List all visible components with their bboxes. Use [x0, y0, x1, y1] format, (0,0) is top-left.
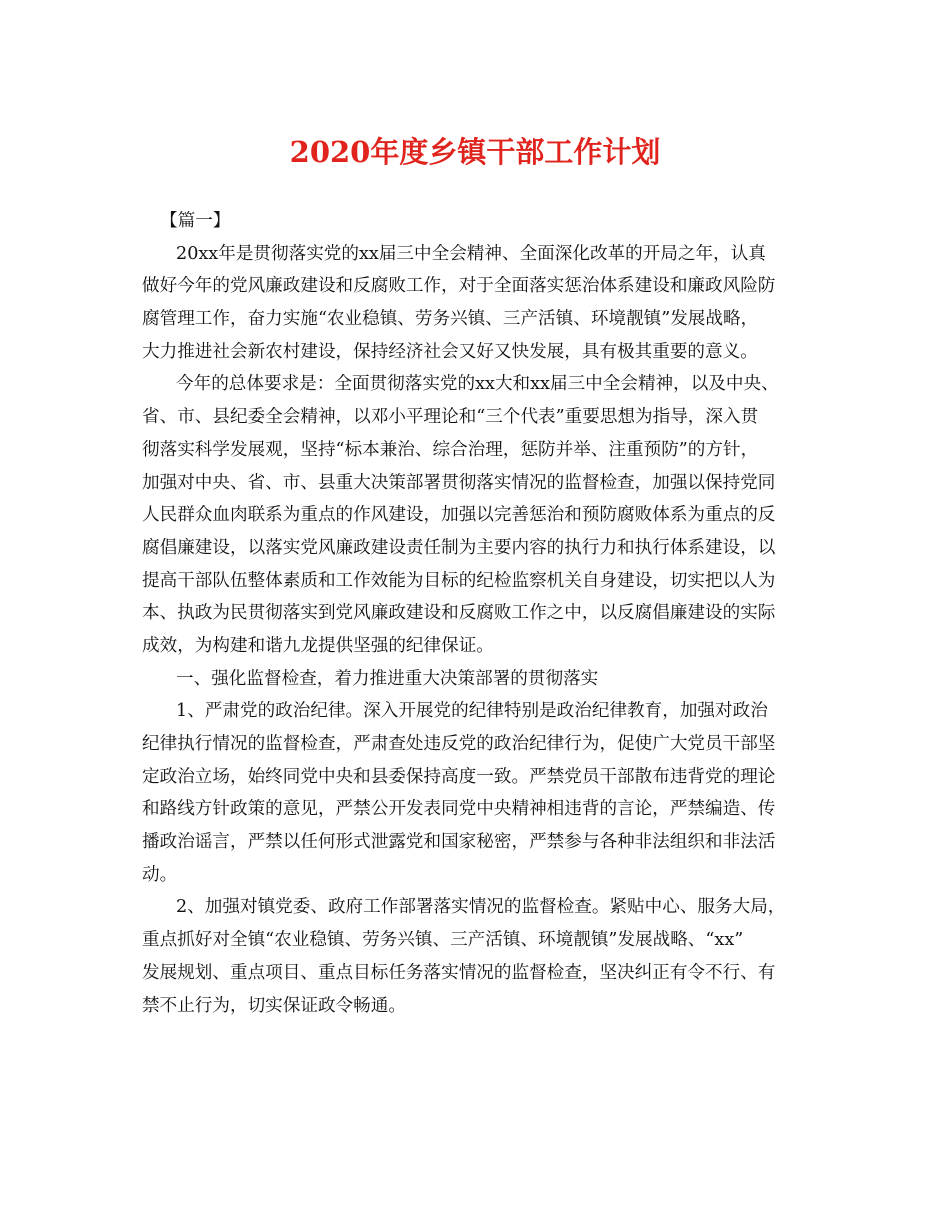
paragraph-line: 人民群众血肉联系为重点的作风建设，加强以完善惩治和预防腐败体系为重点的反 [142, 505, 776, 526]
paragraph-line: 大力推进社会新农村建设，保持经济社会又好又快发展，具有极其重要的意义。 [142, 341, 758, 362]
paragraph-line: 纪律执行情况的监督检查，严肃查处违反党的政治纪律行为，促使广大党员干部坚 [142, 734, 776, 754]
paragraph-line: 腐倡廉建设，以落实党风廉政建设责任制为主要内容的执行力和执行体系建设，以 [142, 537, 776, 558]
paragraph-line: 彻落实科学发展观，坚持“标本兼治、综合治理，惩防并举、注重预防”的方针， [142, 439, 759, 460]
paragraph-line: 加强对中央、省、市、县重大决策部署贯彻落实情况的监督检查，加强以保持党同 [142, 472, 776, 493]
paragraph-line: 20xx年是贯彻落实党的xx届三中全会精神、全面深化改革的开局之年，认真 [176, 243, 766, 264]
paragraph-line: 省、市、县纪委全会精神，以邓小平理论和“三个代表”重要思想为指导，深入贯 [142, 407, 759, 428]
paragraph-line: 2、加强对镇党委、政府工作部署落实情况的监督检查。紧贴中心、服务大局， [176, 897, 786, 918]
document-body [142, 205, 822, 1022]
paragraph-line: 播政治谣言，严禁以任何形式泄露党和国家秘密，严禁参与各种非法组织和非法活 [142, 832, 776, 853]
paragraph-line: 成效，为构建和谐九龙提供坚强的纪律保证。 [142, 635, 494, 656]
paragraph-line: 本、执政为民贯彻落实到党风廉政建设和反腐败工作之中，以反腐倡廉建设的实际 [142, 603, 776, 624]
paragraph-line: 发展规划、重点项目、重点目标任务落实情况的监督检查，坚决纠正有令不行、有 [142, 962, 776, 983]
paragraph-line: 提高干部队伍整体素质和工作效能为目标的纪检监察机关自身建设，切实把以人为 [142, 570, 776, 591]
paragraph-line: 禁不止行为，切实保证政令畅通。 [142, 995, 406, 1016]
paragraph-line: 和路线方针政策的意见，严禁公开发表同党中央精神相违背的言论，严禁编造、传 [142, 799, 776, 820]
section-label: 【篇一】 [160, 211, 231, 231]
paragraph-line: 做好今年的党风廉政建设和反腐败工作，对于全面落实惩治体系建设和廉政风险防 [142, 276, 776, 297]
paragraph-line: 动。 [142, 864, 178, 885]
paragraph-line: 腐管理工作，奋力实施“农业稳镇、劳务兴镇、三产活镇、环境靓镇”发展战略， [142, 309, 759, 330]
paragraph-line: 今年的总体要求是：全面贯彻落实党的xx大和xx届三中全会精神，以及中央、 [176, 374, 779, 395]
document-title: 2020年度乡镇干部工作计划 [289, 135, 661, 169]
paragraph-line: 1、严肃党的政治纪律。深入开展党的纪律特别是政治纪律教育，加强对政治 [176, 701, 768, 722]
section-heading: 一、强化监督检查，着力推进重大决策部署的贯彻落实 [176, 668, 599, 689]
paragraph-line: 重点抓好对全镇“农业稳镇、劳务兴镇、三产活镇、环境靓镇”发展战略、“xx” [142, 930, 744, 951]
paragraph-line: 定政治立场，始终同党中央和县委保持高度一致。严禁党员干部散布违背党的理论 [142, 766, 776, 787]
